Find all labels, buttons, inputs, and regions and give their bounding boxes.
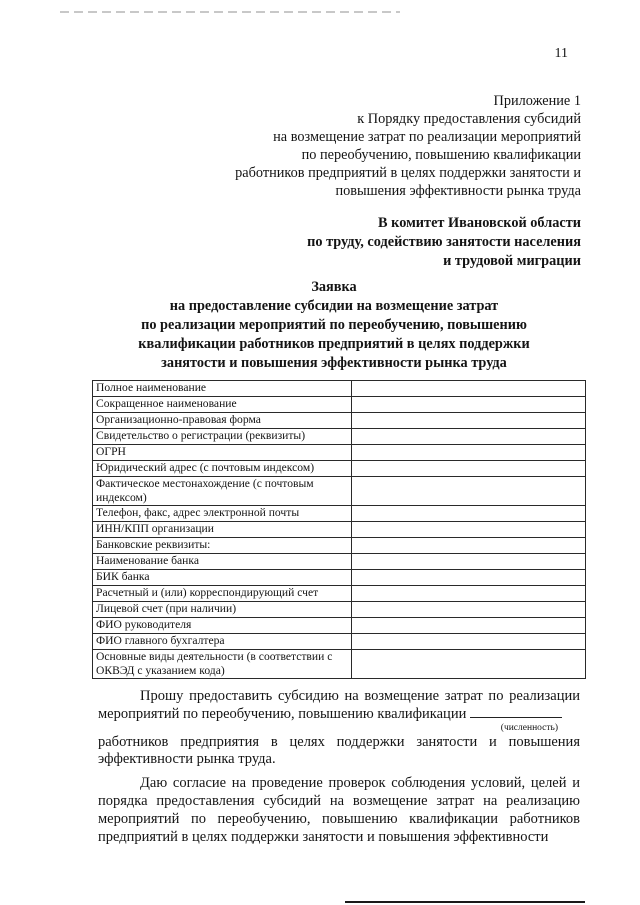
field-value-cell[interactable] [352,413,586,429]
field-label: ФИО главного бухгалтера [93,634,352,650]
field-label: Лицевой счет (при наличии) [93,602,352,618]
request-text: Прошу предоставить субсидию на возмещение затрат по реализации мероприятий по переобучению, повышению квалификации [98,688,580,722]
field-value-cell[interactable] [352,522,586,538]
title-line: по реализации мероприятий по переобучению, повышению [141,317,527,333]
table-row [93,477,586,506]
table-row [93,554,586,570]
title-line: Заявка [311,279,357,295]
appendix-line: по переобучению, повышению квалификации [301,147,581,163]
appendix-line: на возмещение затрат по реализации мероприятий [273,129,581,145]
field-value-cell[interactable] [352,429,586,445]
request-continuation: работников предприятия в целях поддержки занятости и повышения эффективности рынка труда. [98,733,580,768]
field-label: ФИО руководителя [93,618,352,634]
table-row [93,506,586,522]
table-row [93,413,586,429]
field-value-cell[interactable] [352,538,586,554]
table-row [93,445,586,461]
field-value-cell[interactable] [352,570,586,586]
field-label: Фактическое местонахождение (с почтовым индексом) [93,477,352,506]
table-row [93,618,586,634]
table-row [93,650,586,679]
field-value-cell[interactable] [352,381,586,397]
field-value-cell[interactable] [352,461,586,477]
field-value-cell[interactable] [352,634,586,650]
document-title [70,278,598,373]
field-value-cell[interactable] [352,477,586,506]
appendix-header [141,92,581,200]
appendix-line: Приложение 1 [493,93,581,109]
table-row [93,397,586,413]
field-value-cell[interactable] [352,650,586,679]
field-label: Полное наименование [93,381,352,397]
scan-artifact-line [60,11,400,13]
field-value-cell[interactable] [352,586,586,602]
field-value-cell[interactable] [352,554,586,570]
field-value-cell[interactable] [352,445,586,461]
table-row [93,429,586,445]
table-row [93,602,586,618]
field-label: ИНН/КПП организации [93,522,352,538]
application-body [98,688,580,846]
page-bottom-rule [345,901,585,903]
field-label: БИК банка [93,570,352,586]
field-label: Организационно-правовая форма [93,413,352,429]
field-label: Наименование банка [93,554,352,570]
table-row [93,461,586,477]
field-label: Основные виды деятельности (в соответствии с ОКВЭД с указанием кода) [93,650,352,679]
field-value-cell[interactable] [352,602,586,618]
page-number: 11 [554,46,568,61]
field-value-cell[interactable] [352,506,586,522]
count-caption: (численность) [500,722,558,733]
addressee-line: В комитет Ивановской области [378,215,581,231]
table-row [93,586,586,602]
consent-paragraph: Даю согласие на проведение проверок соблюдения условий, целей и порядка предоставления субсидий на возмещение затрат на реализацию мероприятий по переобучению, повышению квалификации работников предприятий в целях поддержки занятости и повышения эффективности [98,775,580,845]
appendix-line: повышения эффективности рынка труда [335,183,581,199]
addressee-line: по труду, содействию занятости населения [307,234,581,250]
field-label: Банковские реквизиты: [93,538,352,554]
field-value-cell[interactable] [352,397,586,413]
addressee-line: и трудовой миграции [443,253,581,269]
appendix-line: работников предприятий в целях поддержки занятости и [235,165,581,181]
employee-count-blank[interactable] [470,717,562,718]
field-label: Телефон, факс, адрес электронной почты [93,506,352,522]
requisites-table [92,380,586,679]
field-label: Свидетельство о регистрации (реквизиты) [93,429,352,445]
field-value-cell[interactable] [352,618,586,634]
appendix-line: к Порядку предоставления субсидий [357,111,581,127]
request-paragraph [98,688,580,724]
field-label: ОГРН [93,445,352,461]
field-label: Юридический адрес (с почтовым индексом) [93,461,352,477]
addressee-block [141,214,581,271]
title-line: занятости и повышения эффективности рынка труда [161,355,507,371]
field-label: Расчетный и (или) корреспондирующий счет [93,586,352,602]
table-row [93,522,586,538]
table-row [93,538,586,554]
table-row [93,634,586,650]
title-line: на предоставление субсидии на возмещение затрат [169,298,499,314]
field-label: Сокращенное наименование [93,397,352,413]
table-row [93,570,586,586]
table-row [93,381,586,397]
title-line: квалификации работников предприятий в целях поддержки [138,336,530,352]
